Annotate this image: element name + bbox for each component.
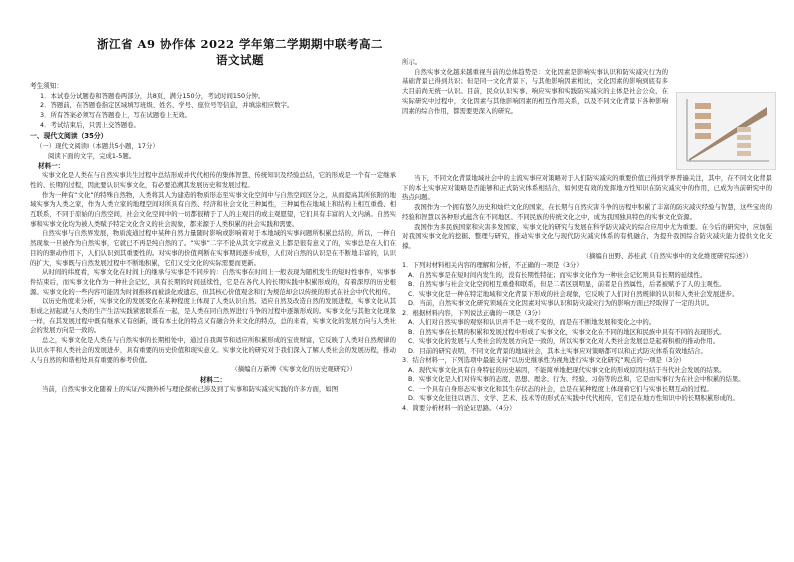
instruction: 阅读下面的文字，完成1-5题。 — [48, 151, 136, 160]
material2-label: 材料二： — [199, 375, 227, 384]
paragraph: 总之，实事文化是人类在与自然实事的长期相处中，通过自我调节和适应所积累形成的宝贵财富，它反映了人类对自然规律的认识水平和人类社会的发展进步，具有重要的历史价值和现实意义。实事文化的研究对于我们深入了解人类社会的发展历程，推动人与自然的和谐相处具有重要的参考价值。 — [30, 336, 396, 364]
paragraph: 我国作为一个拥有悠久历史和灿烂文化的国家，在长期与自然灾害斗争的历程中积累了丰富的防灾减灾经验与智慧，这些宝贵的经验和智慧以各种形式蕴含在不同地区、不同民族的传统文化之中，成为我国独具特色的实事文化资源。 — [402, 203, 772, 221]
question-stem: 4．简要分析材料一的论证思路。（4分） — [402, 403, 516, 412]
paragraph: 当前，自然实事文化随着上的实证/实测外析与理论探索已涉及到了实事和防实减灾实践的许多方面，如图 — [42, 384, 339, 393]
question-option: C．一个具有自身形态实事文化和其生存状态的社会，总是在某种程度上体现着它们与实事长期互动的过程。 — [408, 384, 713, 393]
question-option: B．自然实事在长期的积累和发展过程中形成了实事文化，实事文化在不同的地区和民族中具有不同的表现形式。 — [408, 327, 726, 336]
question-option: A．现代实事文化具有自身特征的历史基因，不能简单地把现代实事文化的形成原因归结于当代社会发展的结果。 — [408, 365, 726, 374]
question-option: C．实事文化是一种在特定地域和文化背景下形成的社会现象，它反映了人们对自然规律的认识和人类社会发展进步。 — [408, 289, 739, 298]
question-option: D．目前的研究表明，不同文化背景的地域社会，其本土实事应对策略都可以和正式防灾体系有效地结合。 — [408, 346, 707, 355]
left-column — [30, 80, 396, 395]
page-title: 浙江省 A9 协作体 2022 学年第二学期期中联考高二语文试题 — [97, 37, 383, 67]
paragraph: 我国作为多民族国家和灾害多发国家，实事文化的研究与发展在科学防灾减灾的综合应用中尤为重要。在今后的研究中，应加强对我国实事文化的挖掘、整理与研究，推动实事文化与现代防灾减灾体系的有机融合，为提升我国综合防灾减灾能力提供文化支撑。 — [402, 222, 772, 250]
source-citation: （摘编自万新博《实事文化的历史观研究》） — [231, 365, 356, 374]
question-stem: 2．根据材料内容，下列说法正确的一项是（3分） — [402, 308, 545, 317]
paragraph: 以历史角度来分析，实事文化的发展变化在某种程度上体现了人类认识自然、适应自然及改造自然的发展进程，实事文化从其形成之初起就与人类的生产生活实践紧密联系在一起，是人类在同自然界进行斗争的过程中逐渐形成的。实事文化与其他文化现象一样，在其发展过程中既有继承又有创新，既有本土化的特点又有融合外来文化的特点，总的来看，实事文化的发展方向与人类社会的发展方向是一致的。 — [30, 297, 396, 335]
question-option: D．当前，自然实事文化研究领域在文化因素对实事认识和防灾减灾行为的影响方面已经取得了一定的共识。 — [408, 299, 714, 308]
paragraph: 作为一种有“文化”的特殊自然物，人类将其人为建造的物质形态至实事文化空间中与自然空间区分之，从而提高其所依附的地域实事为人类之家，作为人类立家的地理空间对所具有自然、经济和社会文化三种属性，三种属性在地域上和结构上相互重叠、相互联系，不同于原始的自然空间，社会文化空间中的一切都很精于了人的主观目的或主观愿望，它们具有丰富的人文内涵。自然实事和实事文化均为被人类赋予特定文化含义的社会现象，都来源于人类积累的社会实践和需要。 — [30, 190, 396, 228]
section-heading: 一、现代文阅读（35分） — [30, 132, 108, 141]
question-option: B．实事文化是人们对待实事的态度、思想、理念、行为、经验、习俗等的总和，它是由实事行为在社会中积累的结果。 — [408, 375, 745, 384]
right-column-top — [402, 58, 668, 116]
question-option: B．自然实事与社会文化空间相互重叠和联系，但是二者区别明显，前者是自然属性，后者被赋予了人的主观性。 — [408, 280, 726, 289]
figure-diagram — [676, 92, 776, 170]
question-stem: 1．下列对材料相关内容的理解和分析，不正确的一项是（3分） — [402, 261, 583, 270]
notice-item: 1．本试卷分试题卷和答题卷两部分，共8页，满分150分，考试时间150分钟。 — [40, 91, 265, 100]
question-option: A．人们对自然实事的观察和认识并不是一成不变的，而是在不断地发展和变化之中的。 — [408, 318, 656, 327]
diagram-graphic — [677, 93, 775, 169]
paragraph: 自然实事文化越来越重视当前的总体趋势是：文化因素是影响实事认识和防实减灾行为的基础背景已得到共识；但是同一文化背景下，与其他影响因素相比，文化因素的影响到底有多大目前尚无统一认识。目前，民众认识实事、响应实事和实践防实减灾的主体是社会公众，在实际研究中过程中，文化因素与其他影响因素的相互作用关系，以及不同文化背景下各种影响因素的综合作用，都需要更深入的研究。 — [402, 67, 668, 115]
material1-label: 材料一： — [38, 162, 65, 171]
right-column — [402, 174, 772, 413]
notice-heading: 考生须知： — [30, 82, 63, 90]
question-option: C．实事文化的发展与人类社会的发展方向是一致的，所以实事文化对人类社会发展总是起着积极的推动作用。 — [408, 337, 720, 346]
question-option: A．自然实事是在短时间内发生的，没有长期性特征；而实事文化作为一种社会记忆则具有长期的延续性。 — [408, 270, 707, 279]
source-citation: （摘编自田野、苏桂武《自然实事中的文化维度研究综述》） — [582, 251, 752, 260]
notice-item: 3．所有答案必须写在答题卷上，写在试题卷上无效。 — [40, 110, 192, 119]
paragraph: 自然实事与自然界发展，物质流通过程中某种自然力量随时影响或影响着对于本地域的实事问题所积累总结的，所以，一种自然现象一旦被作为自然实事，它就已不再是纯自然的了。“实事”二字不论从其文字或意义上都是很有意义了的，实事总是在人们在目的的驱动作用下，人们认识到其重要性的。对实事的价值判断在实事期间逐步成形，人们对自然的认识是在不断地丰富的，认识的扩大，实事既与自然发展过程中不断地积累，它们又受文化的实际需要而更新。 — [30, 229, 396, 267]
sub-heading: （一）现代文阅读Ⅰ（本题共5小题，17分） — [36, 141, 159, 150]
paragraph: 当下，不同文化背景地域社会中的主流实事应对策略对于人们防实减灾的重要价值已得到学界普遍关注，其中，在不同文化背景下的本土实事应对策略是否能够和正式防灾体系相结合，如何更有效的发挥地方性知识在防灾减灾中的作用，已成为当前研究中的热点问题。 — [402, 174, 772, 202]
paragraph: 所示。 — [402, 58, 422, 66]
question-stem: 3．结合材料一，下列选项中最能支持“以历史继承性为视角进行实事文化研究”观点的一项是（3分） — [402, 356, 686, 365]
question-option: D．实事文化往往以语言、文学、艺术、技术等的形式在实践中代代相传，它们是在地方性知识中的长期积累形成的。 — [408, 394, 739, 403]
notice-item: 2．答题前，在答题卷指定区域填写班级、姓名、学号、座位号等信息，并填涂相应数字。 — [40, 101, 294, 110]
paragraph: 从时间的纬度看，实事文化在时间上的继承与实事是不同步的：自然实事在时间上一般表现为随机发生的短时性事件，实事事件结束后，而实事文化作为一种社会记忆，具有长期的时间延续性，它是在各代人的长期实践中积累形成的，有着深厚的历史根源。实事文化的一些内容可能因为时间推移而被淡化或遗忘，但其核心价值观念和行为规范却会以传统的形式在社会中代代相传。 — [30, 268, 396, 296]
paragraph: 实事文化是人类在与自然实事共生过程中总结形成并代代相传的集体智慧、传统知识及经验总结，它的形成是一个有一定继承性的、长期的过程，因此要认识实事文化，有必要追溯其发展历史和发展过程。 — [30, 171, 396, 189]
notice-item: 4．考试结束后，只需上交答题卷。 — [40, 120, 140, 129]
